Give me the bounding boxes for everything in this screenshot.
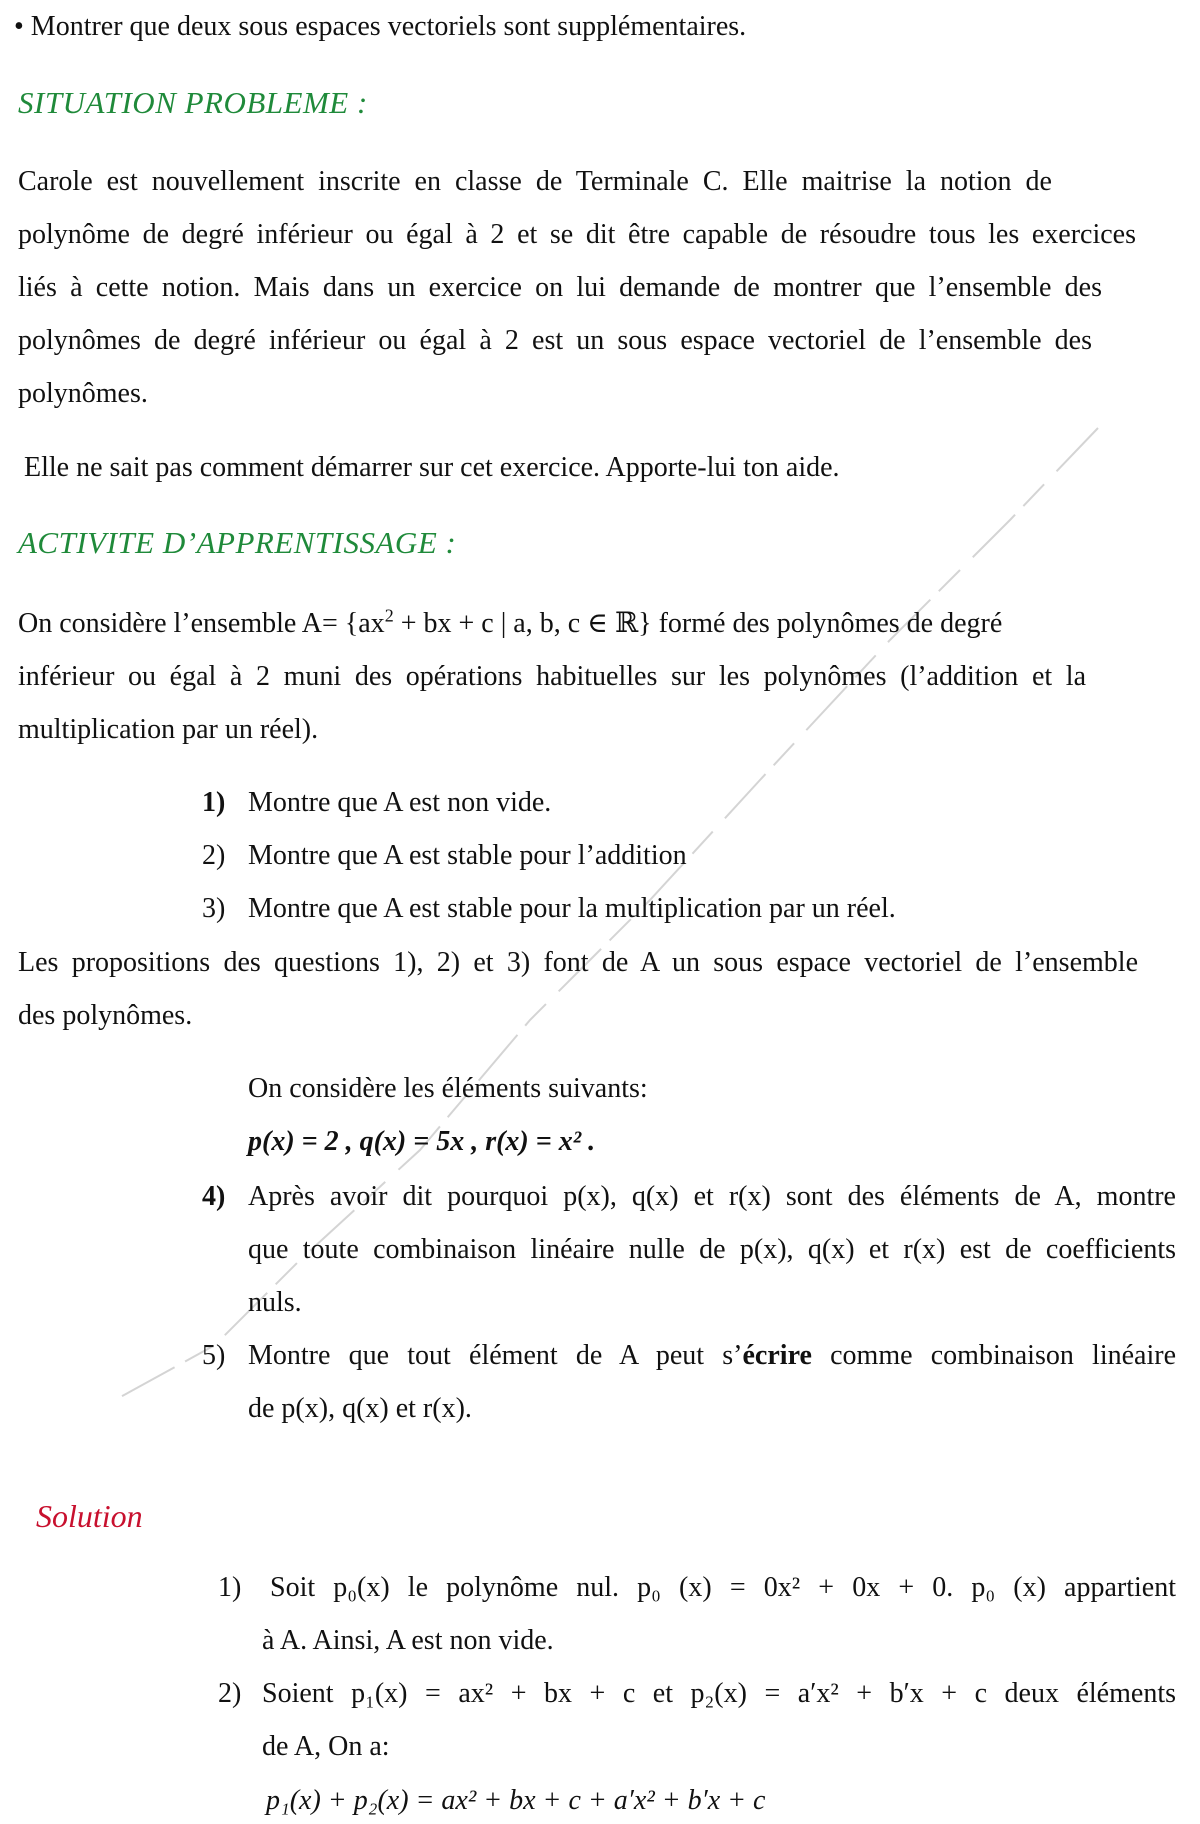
situation-line-4: polynômes de degré inférieur ou égal à 2 est un sous espace vectoriel de l’ensemble des xyxy=(18,325,1092,356)
question-4-line-2: que toute combinaison linéaire nulle de p(x), q(x) et r(x) est de coefficients xyxy=(248,1234,1176,1265)
question-1-number: 1) xyxy=(202,787,226,818)
solution-1-number: 1) xyxy=(218,1572,242,1603)
elements-formula: p(x) = 2 , q(x) = 5x , r(x) = x² . xyxy=(248,1126,596,1157)
situation-heading: SITUATION PROBLEME : xyxy=(18,85,368,120)
solution-1-line-1: Soit p₀(x) le polynôme nul. p₀ (x) = 0x² + 0x + 0. p₀ (x) appartient xyxy=(270,1572,1176,1603)
activity-intro-post: + bx + c | a, b, c ∈ ℝ} formé des polynômes de degré xyxy=(393,608,1003,639)
situation-line-5: polynômes. xyxy=(18,378,148,409)
activity-intro-pre: On considère l’ensemble A= {ax xyxy=(18,608,385,639)
solution-2-line-3: p₁(x) + p₂(x) = ax² + bx + c + a′x² + b′x + c xyxy=(266,1785,766,1816)
question-1-text: Montre que A est non vide. xyxy=(248,787,552,818)
question-4-line-3: nuls. xyxy=(248,1287,302,1318)
activity-intro-line-3: multiplication par un réel). xyxy=(18,714,319,745)
question-5-pre: Montre que tout élément de A peut s’ xyxy=(248,1340,743,1371)
activity-intro-line-1 xyxy=(18,607,1002,641)
question-4-line-1: Après avoir dit pourquoi p(x), q(x) et r(x) sont des éléments de A, montre xyxy=(248,1181,1176,1212)
question-2-number: 2) xyxy=(202,840,226,871)
question-5-post: comme combinaison linéaire xyxy=(811,1340,1176,1371)
objective-bullet: • Montrer que deux sous espaces vectoriels sont supplémentaires. xyxy=(14,11,747,42)
question-5-bold: écrire xyxy=(742,1340,812,1371)
question-4-number: 4) xyxy=(202,1181,226,1212)
activity-intro-sup: 2 xyxy=(384,605,394,626)
solution-heading: Solution xyxy=(36,1498,143,1534)
conclusion-line-2: des polynômes. xyxy=(18,1000,193,1031)
solution-2-line-2: de A, On a: xyxy=(262,1731,390,1762)
conclusion-line-1: Les propositions des questions 1), 2) et 3) font de A un sous espace vectoriel de l’ensemble xyxy=(18,947,1138,978)
question-5-line-1 xyxy=(248,1339,1176,1373)
situation-help: Elle ne sait pas comment démarrer sur cet exercice. Apporte-lui ton aide. xyxy=(24,452,840,483)
question-2-text: Montre que A est stable pour l’addition xyxy=(248,840,687,871)
situation-line-1: Carole est nouvellement inscrite en classe de Terminale C. Elle maitrise la notion de xyxy=(18,166,1052,197)
solution-2-number: 2) xyxy=(218,1678,242,1709)
solution-2-line-1: Soient p₁(x) = ax² + bx + c et p₂(x) = a′x² + b′x + c deux éléments xyxy=(262,1678,1176,1709)
activity-heading: ACTIVITE D’APPRENTISSAGE : xyxy=(18,525,457,560)
elements-intro: On considère les éléments suivants: xyxy=(248,1073,648,1104)
question-3-number: 3) xyxy=(202,893,226,924)
solution-1-line-2: à A. Ainsi, A est non vide. xyxy=(262,1625,554,1656)
question-5-line-2: de p(x), q(x) et r(x). xyxy=(248,1393,472,1424)
situation-line-2: polynôme de degré inférieur ou égal à 2 et se dit être capable de résoudre tous les exercices xyxy=(18,219,1136,250)
activity-intro-line-2: inférieur ou égal à 2 muni des opérations habituelles sur les polynômes (l’addition et la xyxy=(18,661,1086,692)
question-5-number: 5) xyxy=(202,1340,226,1371)
question-3-text: Montre que A est stable pour la multiplication par un réel. xyxy=(248,893,896,924)
situation-line-3: liés à cette notion. Mais dans un exercice on lui demande de montrer que l’ensemble des xyxy=(18,272,1102,303)
